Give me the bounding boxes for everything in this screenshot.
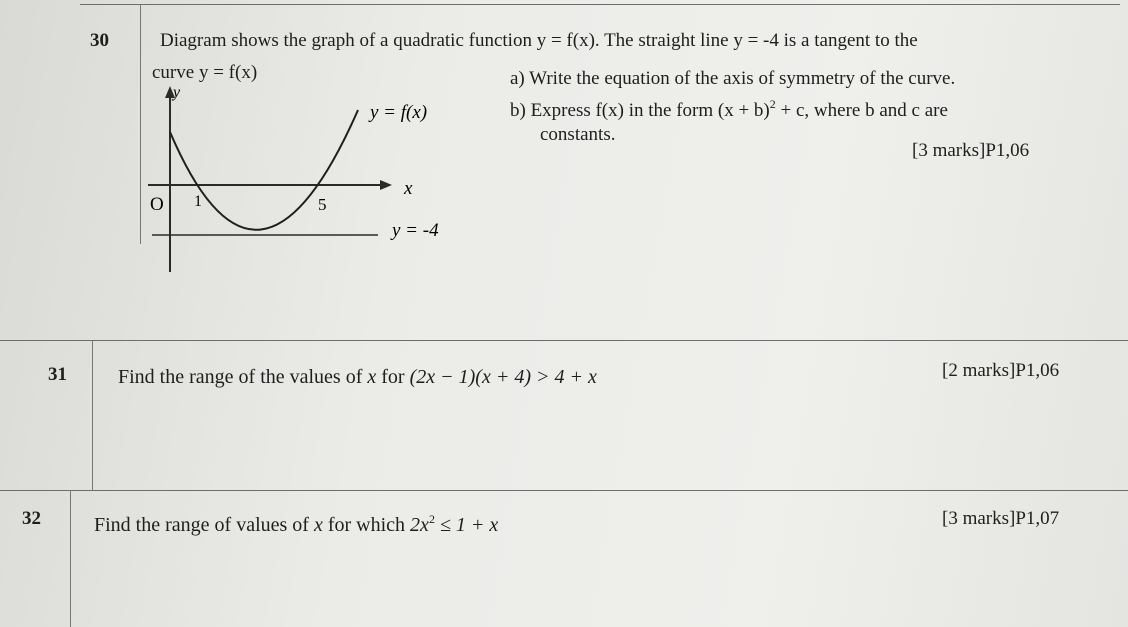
question-30-marks: [3 marks]P1,06 [912, 140, 1030, 161]
question-31-text [118, 366, 597, 389]
q32-inequality-rhs: ≤ 1 + x [434, 514, 499, 536]
x-axis-label: x [404, 178, 413, 199]
question-32-text [94, 514, 498, 537]
quadratic-curve [170, 110, 358, 230]
top-border-line [80, 4, 1120, 5]
q31-text-prefix: Find the range of the values of [118, 366, 368, 388]
question-31-number: 31 [48, 364, 67, 385]
q32-text-prefix: Find the range of values of [94, 514, 314, 536]
row-divider-30-31 [0, 340, 1128, 341]
x-axis-arrow [380, 180, 392, 190]
question-32-marks: [3 marks]P1,07 [942, 508, 1060, 529]
origin-label: O [150, 194, 164, 215]
question-32-number: 32 [22, 508, 41, 529]
row-divider-31-32 [0, 490, 1128, 491]
q31-text-mid: for [376, 366, 410, 388]
q32-text-mid: for which [322, 514, 411, 536]
number-column-divider-31 [92, 340, 93, 490]
q32-inequality-lhs: 2x [410, 514, 429, 536]
q32-variable: x [313, 514, 323, 536]
part-b-suffix: + c, where b and c are [775, 100, 948, 121]
number-column-divider-32 [70, 490, 71, 627]
q32-inequality-exponent: 2 [428, 512, 435, 526]
x-tick-5-label: 5 [318, 195, 327, 214]
question-30-part-b [510, 97, 948, 122]
y-axis-label: y [173, 84, 181, 101]
quadratic-graph [140, 82, 480, 282]
question-30-stem-line2: curve y = f(x) [152, 62, 258, 83]
question-30-part-a: a) Write the equation of the axis of symmetry of the curve. [510, 68, 956, 89]
q31-inequality: (2x − 1)(x + 4) > 4 + x [409, 366, 597, 388]
tangent-label: y = -4 [392, 220, 439, 241]
part-b-exponent: 2 [769, 97, 776, 111]
q31-variable: x [367, 366, 377, 388]
part-b-prefix: b) Express f(x) in the form (x + b) [510, 100, 770, 121]
question-30-stem-line1: Diagram shows the graph of a quadratic function y = f(x). The straight line y = -4 is a tangent to the [160, 30, 918, 51]
question-30-part-b-line2: constants. [540, 124, 616, 145]
question-31-marks: [2 marks]P1,06 [942, 360, 1060, 381]
x-tick-1-label: 1 [194, 193, 202, 210]
curve-label: y = f(x) [370, 102, 428, 123]
question-30-number: 30 [90, 30, 109, 51]
